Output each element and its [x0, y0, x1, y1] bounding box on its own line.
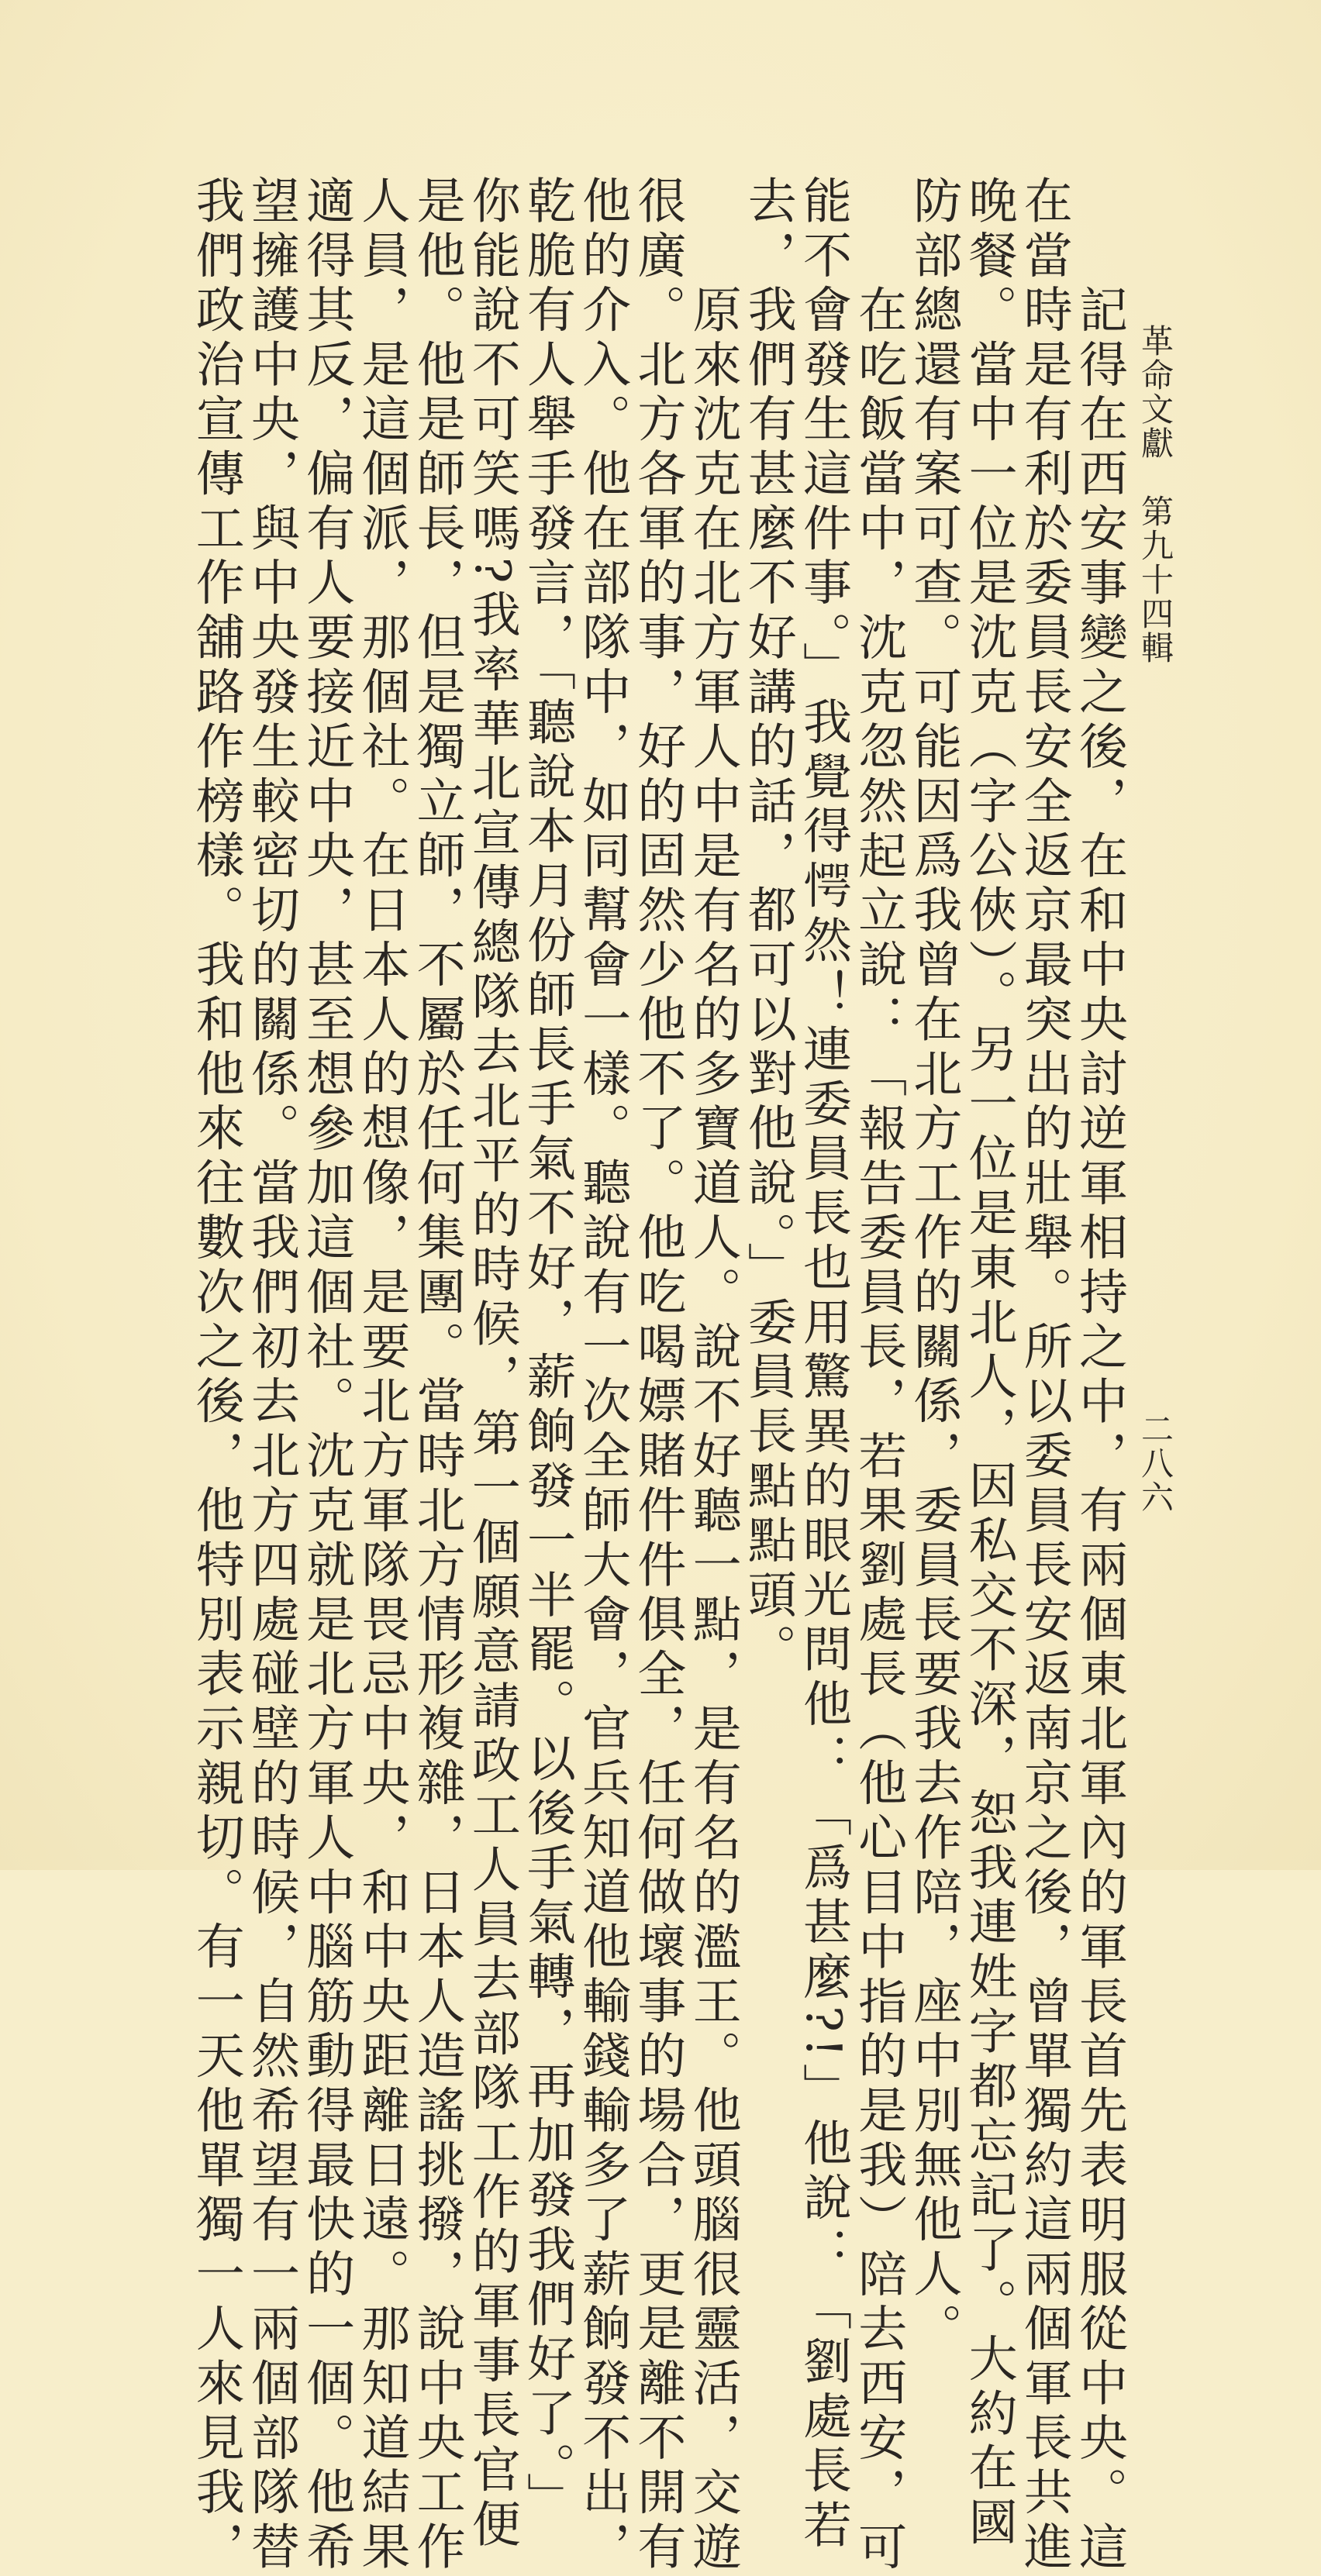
text-column: 防部總還有案可查。可能因爲我曾在北方工作的關係，委員長要我去作陪，座中別無他人。	[905, 175, 963, 2357]
text-column: 去，我們有甚麼不好講的話，都可以對他說。」委員長點點頭。	[740, 175, 797, 1679]
text-column: 能不會發生這件事。」我覺得愕然！連委員長也用驚異的眼光問他：「爲甚麼?!」他說：「劉處長若	[795, 175, 852, 2554]
text-column: 人員，是這個派，那個社。在日本人的想像，是要北方軍隊畏忌中央，和中央距離日遠。那知道結果	[354, 175, 411, 2576]
text-column: 在當時是有利於委員長安全返京最突出的壯舉。所以委員長安返南京之後，曾單獨約這兩個軍長共進	[1016, 175, 1073, 2576]
text-column: 是他。他是師長，但是獨立師，不屬於任何集團。當時北方情形複雜，日本人造謠挑撥，說中央工作	[409, 175, 466, 2576]
text-column: 我們政治宣傳工作舖路作榜樣。我和他來往數次之後，他特別表示親切。有一天他單獨一人來見我，	[188, 175, 245, 2576]
text-column: 乾脆有人舉手發言，「聽說本月份師長手氣不好，薪餉發一半罷。以後手氣轉，再加發我們好了。」	[519, 175, 576, 2527]
text-column: 很廣。北方各軍的事，好的固然少他不了。他吃喝嫖賭件件俱全，任何做壞事的場合，更是離不開有	[629, 175, 687, 2576]
text-column-paragraph-start: 記得在西安事變之後，在和中央討逆軍相持之中，有兩個東北軍內的軍長首先表明服從中央。這	[1071, 284, 1128, 2576]
text-column: 望擁護中央，與中央發生較密切的關係。當我們初去北方四處碰壁的時候，自然希望有一兩個部隊替	[243, 175, 300, 2576]
text-column-paragraph-start: 原來沈克在北方軍人中是有名的多寶道人。說不好聽一點，是有名的濫王。他頭腦很靈活，交遊	[685, 284, 742, 2576]
text-column: 適得其反，偏有人要接近中央，甚至想參加這個社。沈克就是北方軍人中腦筋動得最快的一個。他希	[298, 175, 356, 2576]
running-header-book-title: 革命文獻 第九十四輯	[1136, 324, 1174, 665]
vertical-body-text	[188, 175, 1128, 2576]
text-column-paragraph-start: 在吃飯當中，沈克忽然起立說：「報告委員長，若果劉處長（他心目中指的是我）陪去西安，可	[850, 284, 908, 2576]
text-column: 你能說不可笑嗎?我率華北宣傳總隊去北平的時候，第一個願意請政工人員去部隊工作的軍事長官便	[464, 175, 521, 2554]
page-number: 二八六	[1136, 1412, 1174, 1514]
text-column: 他的介入。他在部隊中，如同幫會一樣。聽說有一次全師大會，官兵知道他輸錢輸多了薪餉發不出，	[574, 175, 632, 2576]
text-column: 晚餐。當中一位是沈克（字公俠）。另一位是東北人，因私交不深，恕我連姓字都忘記了。大約在國	[961, 175, 1018, 2552]
